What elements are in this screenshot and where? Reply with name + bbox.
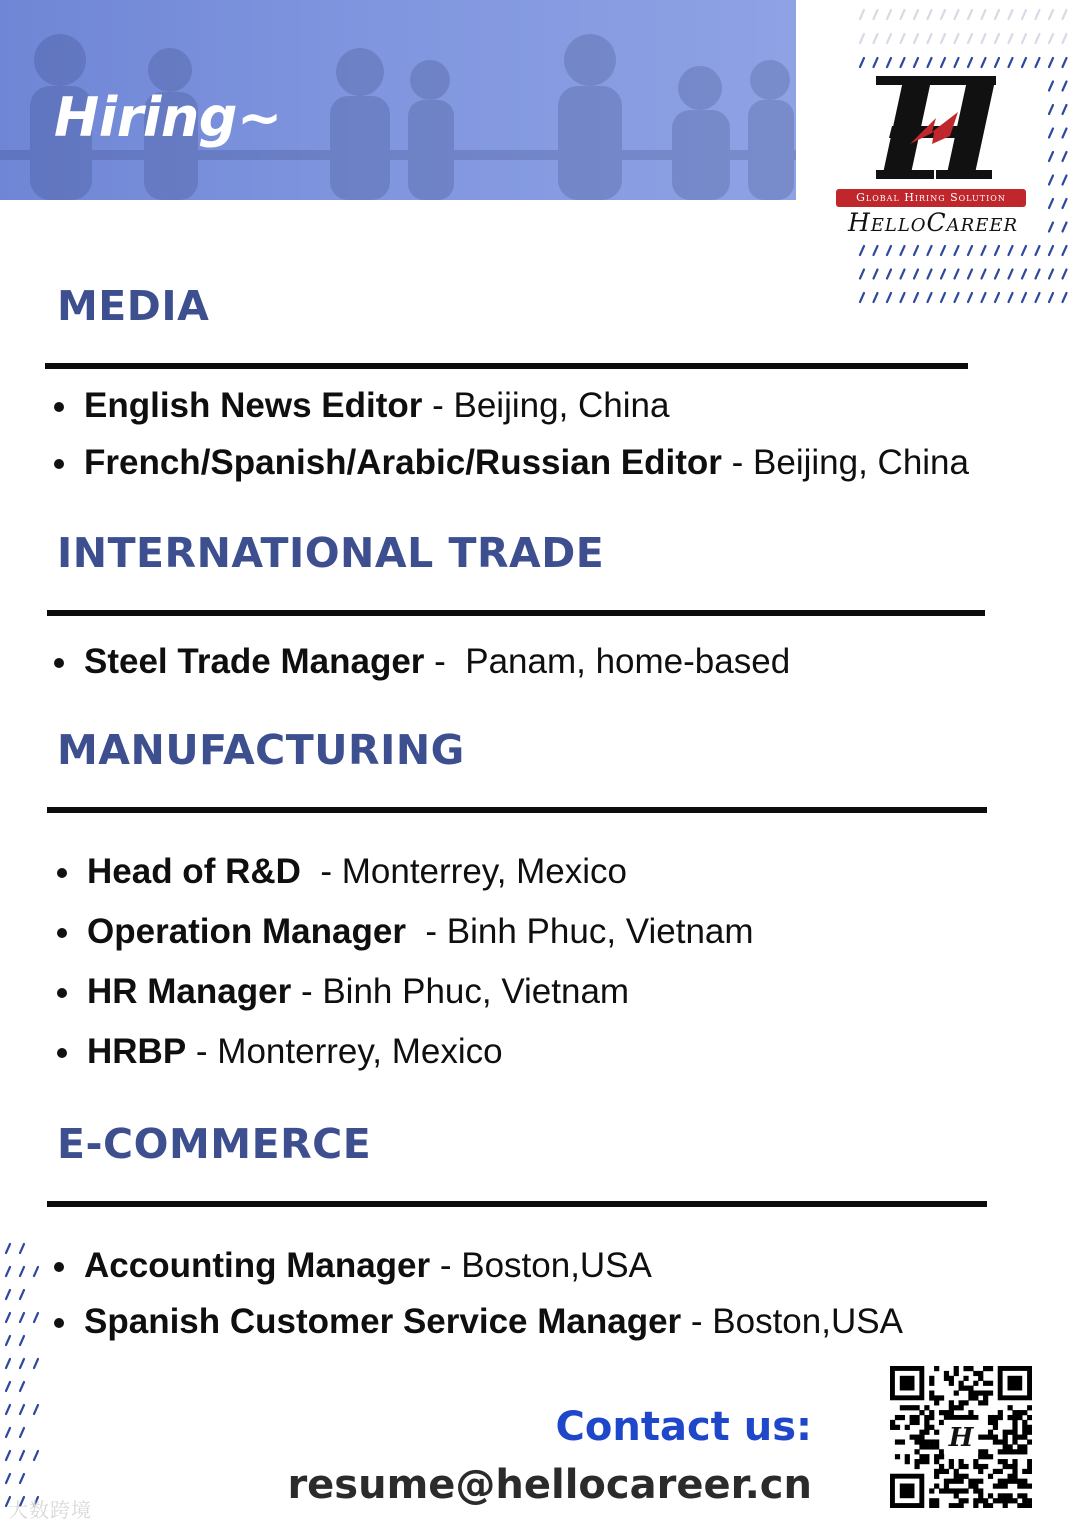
section-divider (47, 1201, 987, 1207)
job-location: - Binh Phuc, Vietnam (291, 972, 630, 1011)
job-title: Accounting Manager (84, 1246, 431, 1285)
job-location: - Boston,USA (681, 1302, 903, 1341)
watermark: 大数跨境 (8, 1498, 92, 1522)
job-list (55, 852, 754, 1072)
list-item (55, 1032, 754, 1072)
section-title: INTERNATIONAL TRADE (57, 529, 605, 577)
job-title: HR Manager (87, 972, 292, 1011)
header-banner (0, 0, 796, 200)
list-item (55, 912, 754, 952)
list-item (55, 852, 754, 892)
job-title: Spanish Customer Service Manager (84, 1302, 682, 1341)
section-title: E-COMMERCE (57, 1120, 372, 1168)
section-divider (47, 807, 987, 813)
job-location: - Binh Phuc, Vietnam (405, 912, 754, 951)
job-list (52, 1246, 903, 1342)
job-location: - Panam, home-based (424, 642, 791, 681)
section-divider (45, 363, 968, 369)
list-item (52, 1302, 903, 1342)
hiring-title: Hiring~ (54, 86, 282, 149)
job-location: - Beijing, China (422, 386, 670, 425)
list-item (52, 443, 969, 483)
job-list (52, 642, 790, 682)
h-logo-icon (876, 74, 996, 186)
hellocareer-logo (836, 70, 1032, 240)
section-title: MANUFACTURING (57, 726, 465, 774)
qr-code-icon (890, 1366, 1032, 1508)
job-title: Operation Manager (87, 912, 406, 951)
list-item (52, 1246, 903, 1286)
logo-name: HelloCareer (847, 208, 1019, 237)
section-title: MEDIA (57, 282, 210, 330)
list-item (52, 386, 969, 426)
job-title: Steel Trade Manager (84, 642, 425, 681)
contact-label: Contact us: (555, 1404, 812, 1450)
job-list (52, 386, 969, 483)
list-item (52, 642, 790, 682)
svg-text:H: H (948, 1423, 974, 1453)
list-item (55, 972, 754, 1012)
job-location: - Monterrey, Mexico (186, 1032, 503, 1071)
job-title: English News Editor (84, 386, 423, 425)
job-title: Head of R&D (87, 852, 301, 891)
job-location: - Boston,USA (430, 1246, 652, 1285)
section-divider (47, 610, 985, 616)
job-location: - Monterrey, Mexico (300, 852, 627, 891)
job-title: HRBP (87, 1032, 187, 1071)
job-location: - Beijing, China (721, 443, 969, 482)
dash-pattern-decoration (0, 1240, 48, 1520)
contact-email[interactable]: resume@hellocareer.cn (287, 1462, 812, 1508)
logo-tagline: Global Hiring Solution (836, 189, 1026, 207)
job-title: French/Spanish/Arabic/Russian Editor (84, 443, 722, 482)
